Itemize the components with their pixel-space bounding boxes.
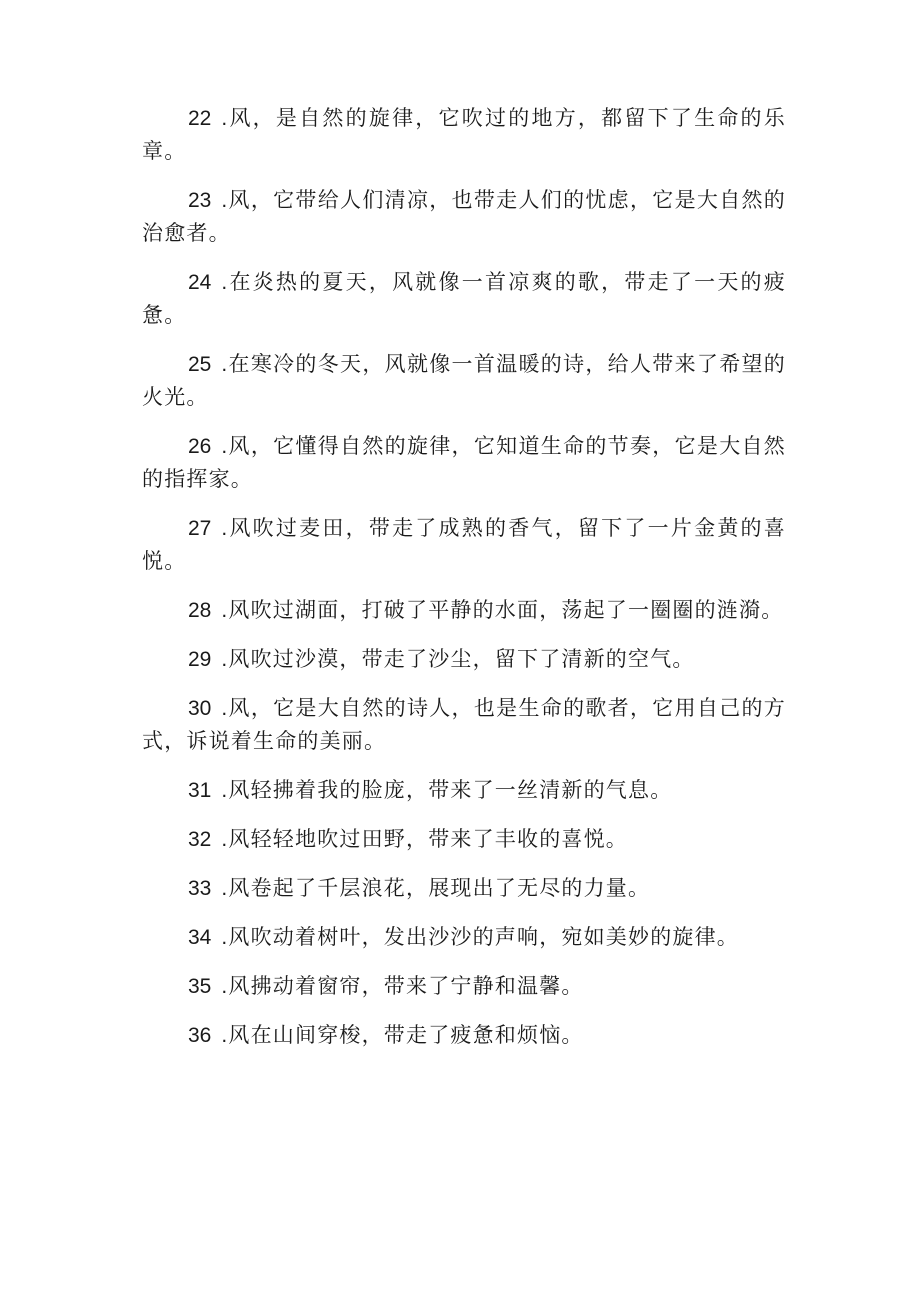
list-item: 24 .在炎热的夏天，风就像一首凉爽的歌，带走了一天的疲惫。 bbox=[142, 266, 786, 332]
item-text: 风吹过麦田，带走了成熟的香气，留下了一片金黄的喜悦。 bbox=[142, 516, 786, 573]
item-number: 31 bbox=[188, 779, 212, 802]
list-item: 26 .风，它懂得自然的旋律，它知道生命的节奏，它是大自然的指挥家。 bbox=[142, 430, 786, 496]
list-item: 28 .风吹过湖面，打破了平静的水面，荡起了一圈圈的涟漪。 bbox=[142, 594, 786, 627]
item-number: 22 bbox=[188, 107, 212, 130]
item-number: 35 bbox=[188, 975, 212, 998]
list-item: 23 .风，它带给人们清凉，也带走人们的忧虑，它是大自然的治愈者。 bbox=[142, 184, 786, 250]
item-number: 23 bbox=[188, 189, 212, 212]
item-text: 风，是自然的旋律，它吹过的地方，都留下了生命的乐章。 bbox=[142, 106, 786, 163]
item-number: 29 bbox=[188, 648, 212, 671]
list-item: 30 .风，它是大自然的诗人，也是生命的歌者，它用自己的方式，诉说着生命的美丽。 bbox=[142, 692, 786, 758]
list-item: 35 .风拂动着窗帘，带来了宁静和温馨。 bbox=[142, 970, 786, 1003]
item-text: 风吹过沙漠，带走了沙尘，留下了清新的空气。 bbox=[228, 647, 695, 671]
item-text: 风，它是大自然的诗人，也是生命的歌者，它用自己的方式，诉说着生命的美丽。 bbox=[142, 696, 786, 753]
item-text: 在寒冷的冬天，风就像一首温暖的诗，给人带来了希望的火光。 bbox=[142, 352, 786, 409]
item-number: 33 bbox=[188, 877, 212, 900]
item-number: 28 bbox=[188, 599, 212, 622]
list-item: 31 .风轻拂着我的脸庞，带来了一丝清新的气息。 bbox=[142, 774, 786, 807]
item-text: 风卷起了千层浪花，展现出了无尽的力量。 bbox=[228, 876, 651, 900]
item-number: 30 bbox=[188, 697, 212, 720]
list-item: 32 .风轻轻地吹过田野，带来了丰收的喜悦。 bbox=[142, 823, 786, 856]
item-text: 风，它带给人们清凉，也带走人们的忧虑，它是大自然的治愈者。 bbox=[142, 188, 786, 245]
item-text: 在炎热的夏天，风就像一首凉爽的歌，带走了一天的疲惫。 bbox=[142, 270, 786, 327]
item-text: 风，它懂得自然的旋律，它知道生命的节奏，它是大自然的指挥家。 bbox=[142, 434, 786, 491]
item-text: 风轻拂着我的脸庞，带来了一丝清新的气息。 bbox=[228, 778, 673, 802]
list-item: 36 .风在山间穿梭，带走了疲惫和烦恼。 bbox=[142, 1019, 786, 1052]
item-number: 34 bbox=[188, 926, 212, 949]
item-text: 风吹过湖面，打破了平静的水面，荡起了一圈圈的涟漪。 bbox=[228, 598, 784, 622]
list-item: 27 .风吹过麦田，带走了成熟的香气，留下了一片金黄的喜悦。 bbox=[142, 512, 786, 578]
list-item: 25 .在寒冷的冬天，风就像一首温暖的诗，给人带来了希望的火光。 bbox=[142, 348, 786, 414]
item-number: 32 bbox=[188, 828, 212, 851]
item-text: 风吹动着树叶，发出沙沙的声响，宛如美妙的旋律。 bbox=[228, 925, 740, 949]
item-number: 36 bbox=[188, 1024, 212, 1047]
list-item: 34 .风吹动着树叶，发出沙沙的声响，宛如美妙的旋律。 bbox=[142, 921, 786, 954]
item-text: 风轻轻地吹过田野，带来了丰收的喜悦。 bbox=[228, 827, 629, 851]
list-item: 29 .风吹过沙漠，带走了沙尘，留下了清新的空气。 bbox=[142, 643, 786, 676]
list-item: 33 .风卷起了千层浪花，展现出了无尽的力量。 bbox=[142, 872, 786, 905]
item-number: 26 bbox=[188, 435, 212, 458]
item-text: 风在山间穿梭，带走了疲惫和烦恼。 bbox=[228, 1023, 584, 1047]
item-number: 27 bbox=[188, 517, 212, 540]
list-item: 22 .风，是自然的旋律，它吹过的地方，都留下了生命的乐章。 bbox=[142, 102, 786, 168]
item-text: 风拂动着窗帘，带来了宁静和温馨。 bbox=[228, 974, 584, 998]
item-number: 25 bbox=[188, 353, 212, 376]
item-number: 24 bbox=[188, 271, 212, 294]
document-body bbox=[142, 102, 786, 1068]
